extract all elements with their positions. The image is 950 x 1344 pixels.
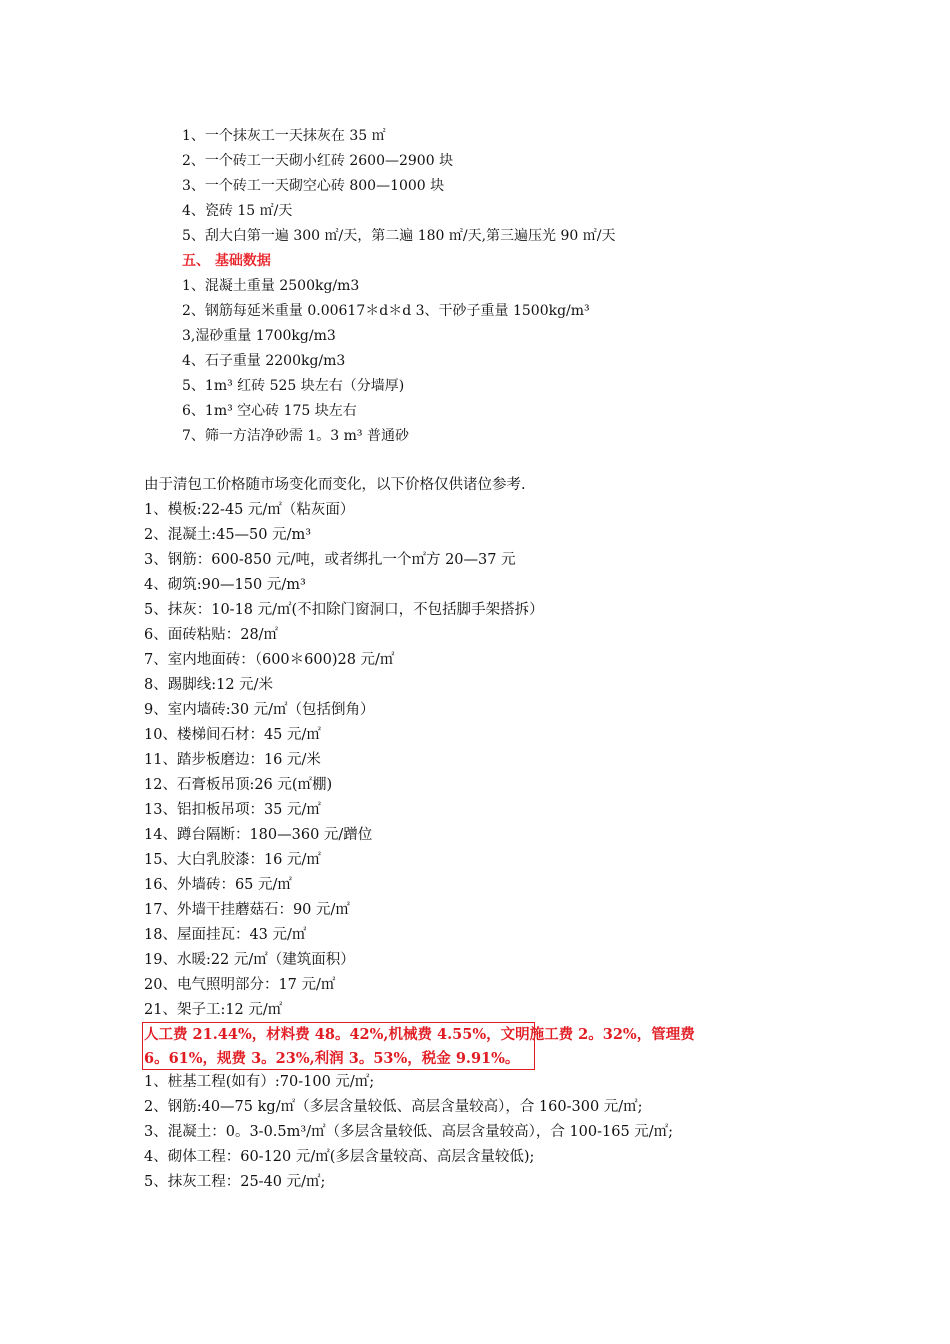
productivity-item: 2、一个砖工一天砌小红砖 2600—2900 块 bbox=[182, 153, 454, 169]
price-intro: 由于清包工价格随市场变化而变化，以下价格仅供诸位参考. bbox=[144, 477, 526, 493]
basic-data-heading: 五、 基础数据 bbox=[182, 253, 271, 269]
price-item: 14、蹲台隔断：180—360 元/蹭位 bbox=[144, 827, 373, 843]
basic-data-item: 3,湿砂重量 1700kg/m3 bbox=[182, 328, 336, 344]
cost-breakdown-line: 6。61%，规费 3。23%,利润 3。53%，税金 9.91%。 bbox=[144, 1050, 520, 1067]
productivity-section bbox=[182, 124, 615, 449]
price-item: 2、混凝土:45—50 元/m³ bbox=[144, 527, 312, 543]
basic-data-item: 2、钢筋每延米重量 0.00617＊d＊d 3、干砂子重量 1500kg/m³ bbox=[182, 303, 590, 319]
price-item: 7、室内地面砖：（600＊600)28 元/㎡ bbox=[144, 652, 395, 668]
cost-breakdown-callout bbox=[144, 1023, 695, 1071]
price-item: 12、石膏板吊顶:26 元(㎡棚) bbox=[144, 777, 333, 793]
basic-data-item: 1、混凝土重量 2500kg/m3 bbox=[182, 278, 360, 294]
productivity-item: 4、瓷砖 15 ㎡/天 bbox=[182, 203, 293, 219]
price-item: 9、室内墙砖:30 元/㎡（包括倒角） bbox=[144, 702, 375, 718]
price-item: 20、电气照明部分：17 元/㎡ bbox=[144, 977, 336, 993]
unit-cost-item: 3、混凝土：0。3-0.5m³/㎡（多层含量较低、高层含量较高），合 100-165 元/㎡; bbox=[144, 1124, 674, 1140]
price-item: 16、外墙砖：65 元/㎡ bbox=[144, 877, 292, 893]
price-item: 13、铝扣板吊项：35 元/㎡ bbox=[144, 802, 321, 818]
basic-data-item: 7、筛一方洁净砂需 1。3 m³ 普通砂 bbox=[182, 428, 409, 444]
price-item: 10、楼梯间石材：45 元/㎡ bbox=[144, 727, 321, 743]
unit-cost-item: 4、砌体工程：60-120 元/㎡(多层含量较高、高层含量较低); bbox=[144, 1149, 535, 1165]
price-item: 1、模板:22-45 元/㎡（粘灰面） bbox=[144, 502, 355, 518]
price-item: 19、水暖:22 元/㎡（建筑面积） bbox=[144, 952, 355, 968]
unit-cost-item: 2、钢筋:40—75 kg/㎡（多层含量较低、高层含量较高），合 160-300 元/㎡; bbox=[144, 1099, 643, 1115]
price-item: 18、屋面挂瓦：43 元/㎡ bbox=[144, 927, 307, 943]
price-item: 8、踢脚线:12 元/米 bbox=[144, 677, 274, 693]
unit-cost-item: 1、桩基工程(如有）:70-100 元/㎡; bbox=[144, 1074, 375, 1090]
unit-cost-section bbox=[144, 1070, 673, 1195]
price-item: 21、架子工:12 元/㎡ bbox=[144, 1002, 283, 1018]
productivity-item: 1、一个抹灰工一天抹灰在 35 ㎡ bbox=[182, 128, 386, 144]
basic-data-item: 5、1m³ 红砖 525 块左右（分墙厚) bbox=[182, 378, 405, 394]
price-item: 5、抹灰：10-18 元/㎡(不扣除门窗洞口，不包括脚手架搭拆） bbox=[144, 602, 544, 618]
cost-breakdown-line: 人工费 21.44%，材料费 48。42%,机械费 4.55%，文明施工费 2。32%，管理费 bbox=[144, 1026, 695, 1043]
basic-data-item: 4、石子重量 2200kg/m3 bbox=[182, 353, 346, 369]
price-item: 3、钢筋：600-850 元/吨，或者绑扎一个㎡方 20—37 元 bbox=[144, 552, 516, 568]
productivity-item: 5、刮大白第一遍 300 ㎡/天，第二遍 180 ㎡/天,第三遍压光 90 ㎡/天 bbox=[182, 228, 616, 244]
basic-data-item: 6、1m³ 空心砖 175 块左右 bbox=[182, 403, 357, 419]
price-item: 6、面砖粘贴：28/㎡ bbox=[144, 627, 279, 643]
productivity-item: 3、一个砖工一天砌空心砖 800—1000 块 bbox=[182, 178, 445, 194]
price-item: 15、大白乳胶漆：16 元/㎡ bbox=[144, 852, 321, 868]
unit-cost-item: 5、抹灰工程：25-40 元/㎡; bbox=[144, 1174, 326, 1190]
price-section bbox=[144, 473, 695, 1071]
price-item: 17、外墙干挂蘑菇石：90 元/㎡ bbox=[144, 902, 350, 918]
price-item: 4、砌筑:90—150 元/m³ bbox=[144, 577, 306, 593]
price-item: 11、踏步板磨边：16 元/米 bbox=[144, 752, 321, 768]
